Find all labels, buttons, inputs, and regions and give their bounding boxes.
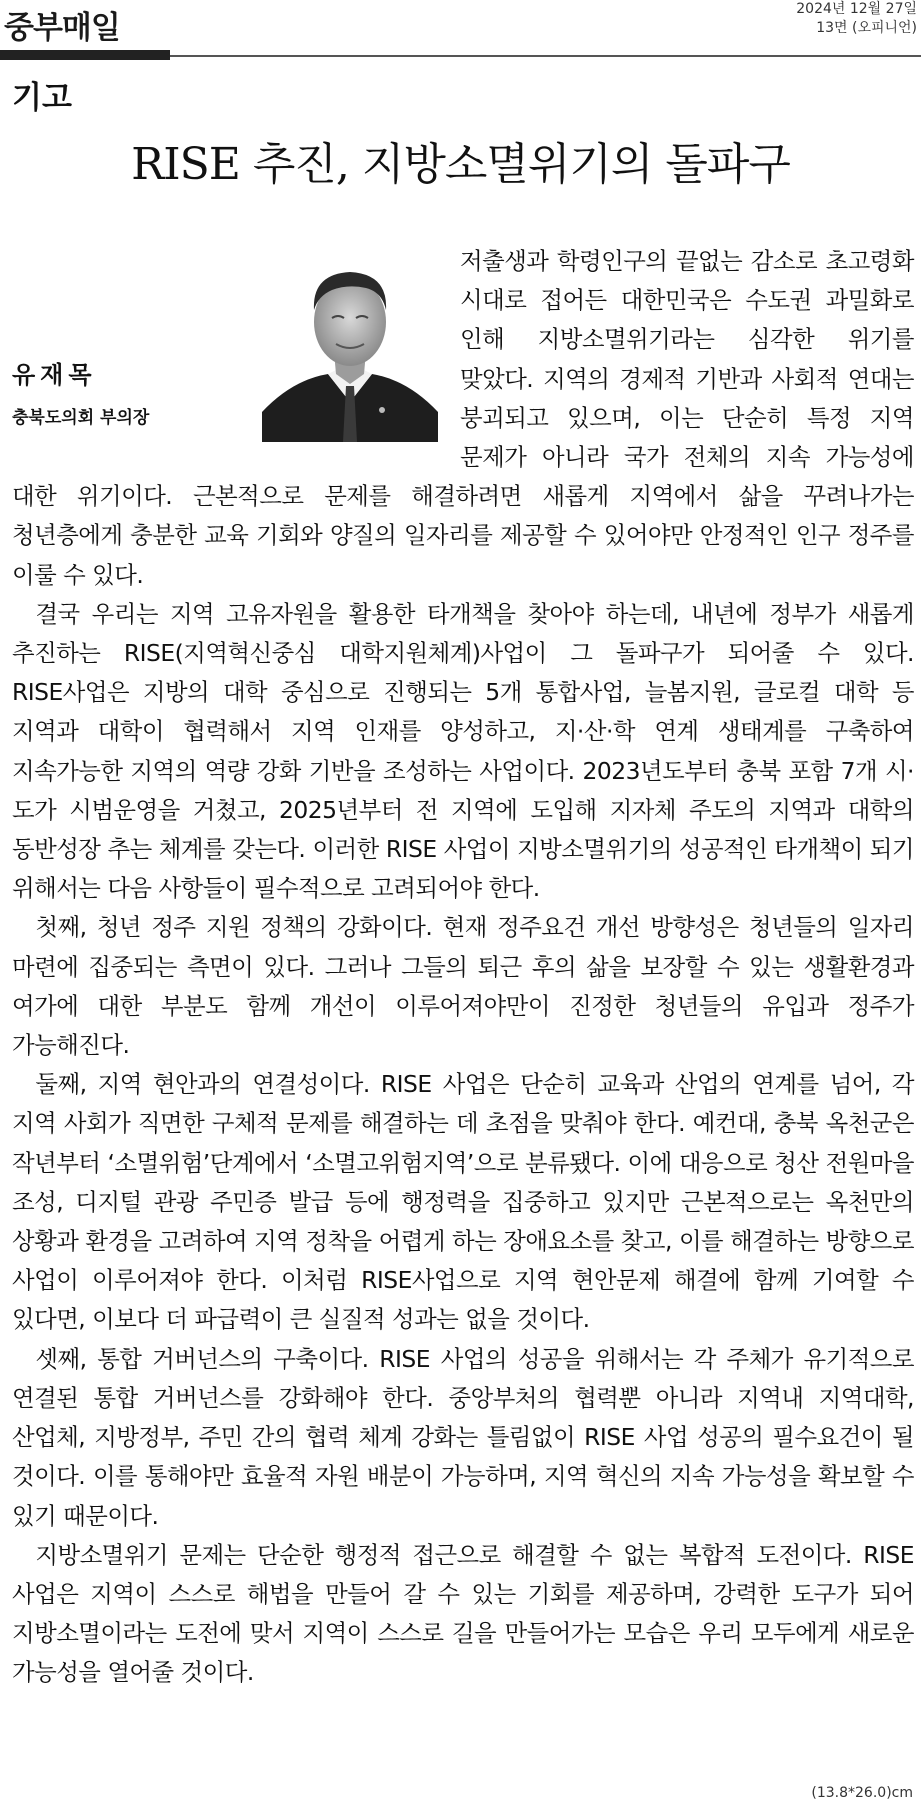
print-size-note: (13.8*26.0)cm [811, 1785, 913, 1801]
newspaper-logo: 중부매일 [4, 10, 120, 46]
masthead-rule [170, 55, 921, 57]
article-paragraph: 셋째, 통합 거버넌스의 구축이다. RISE 사업의 성공을 위해서는 각 주체가 유기적으로 연결된 통합 거버넌스를 강화해야 한다. 중앙부처의 협력뿐 아니라 지역내 지역대학, 산업체, 지방정부, 주민 간의 협력 체계 강화는 틀림없이 RISE 사업 성공의 필수요건이 될 것이다. 이를 통해야만 효율적 자원 배분이 가능하며, 지역 혁신의 지속 가능성을 확보할 수 있기 때문이다. [12, 1344, 914, 1530]
page-section-label: 13면 (오피니언) [816, 20, 917, 36]
author-name: 유재목 [12, 361, 97, 389]
article-paragraph: 둘째, 지역 현안과의 연결성이다. RISE 사업은 단순히 교육과 산업의 연계를 넘어, 각 지역 사회가 직면한 구체적 문제를 해결하는 데 초점을 맞춰야 한다. 예컨대, 충북 옥천군은 작년부터 ‘소멸위험’단계에서 ‘소멸고위험지역’으로 분류됐다. 이에 대응으로 청산 전원마을 조성, 디지털 관광 주민증 발급 등에 행정력을 집중하고 있지만 근본적으로는 옥천만의 상황과 환경을 고려하여 지역 정착을 어렵게 하는 장애요소를 찾고, 이를 해결하는 방향으로 사업이 이루어져야 한다. 이처럼 RISE사업으로 지역 현안문제 해결에 함께 기여할 수 있다면, 이보다 더 파급력이 큰 실질적 성과는 없을 것이다. [12, 1070, 914, 1334]
author-title: 충북도의회 부의장 [12, 408, 150, 428]
article-paragraph: 결국 우리는 지역 고유자원을 활용한 타개책을 찾아야 하는데, 내년에 정부가 새롭게 추진하는 RISE(지역혁신중심 대학지원체계)사업이 그 돌파구가 되어줄 수 있다. RISE사업은 지방의 대학 중심으로 진행되는 5개 통합사업, 늘봄지원, 글로컬 대학 등 지역과 대학이 협력해서 지역 인재를 양성하고, 지·산·학 연계 생태계를 구축하여 지속가능한 지역의 역량 강화 기반을 조성하는 사업이다. 2023년도부터 충북 포함 7개 시·도가 시범운영을 거쳤고, 2025년부터 전 지역에 도입해 지자체 주도의 지역과 대학의 동반성장 추는 체계를 갖는다. 이러한 RISE 사업이 지방소멸위기의 성공적인 타개책이 되기 위해서는 다음 사항들이 필수적으로 고려되어야 한다. [12, 599, 914, 903]
dateline [796, 0, 917, 38]
section-label: 기고 [12, 80, 72, 116]
publication-date: 2024년 12월 27일 [796, 1, 917, 17]
masthead-bar [0, 50, 170, 60]
article-paragraph: 지방소멸위기 문제는 단순한 행정적 접근으로 해결할 수 없는 복합적 도전이다. RISE 사업은 지역이 스스로 해법을 만들어 갈 수 있는 기회를 제공하며, 강력한 도구가 되어 지방소멸이라는 도전에 맞서 지역이 스스로 길을 만들어가는 모습은 우리 모두에게 새로운 가능성을 열어줄 것이다. [12, 1540, 914, 1687]
article-paragraph: 첫째, 청년 정주 지원 정책의 강화이다. 현재 정주요건 개선 방향성은 청년들의 일자리 마련에 집중되는 측면이 있다. 그러나 그들의 퇴근 후의 삶을 보장할 수 있는 생활환경과 여가에 대한 부분도 함께 개선이 이루어져야만이 진정한 청년들의 유입과 정주가 가능해진다. [12, 913, 914, 1060]
photo-wrap-spacer [12, 242, 460, 477]
article-paragraph: 저출생과 학령인구의 끝없는 감소로 초고령화 시대로 접어든 대한민국은 수도권 과밀화로 인해 지방소멸위기라는 심각한 위기를 맞았다. 지역의 경제적 기반과 사회적 연대는 붕괴되고 있으며, 이는 단순히 특정 지역 문제가 아니라 국가 전체의 지속 가능성에 대한 위기이다. 근본적으로 문제를 해결하려면 새롭게 지역에서 삶을 꾸려나가는 청년층에게 충분한 교육 기회와 양질의 일자리를 제공할 수 있어야만 안정적인 인구 정주를 이룰 수 있다. [12, 247, 914, 589]
masthead [0, 0, 921, 60]
article-body [12, 242, 914, 1693]
headline: RISE 추진, 지방소멸위기의 돌파구 [131, 139, 790, 190]
